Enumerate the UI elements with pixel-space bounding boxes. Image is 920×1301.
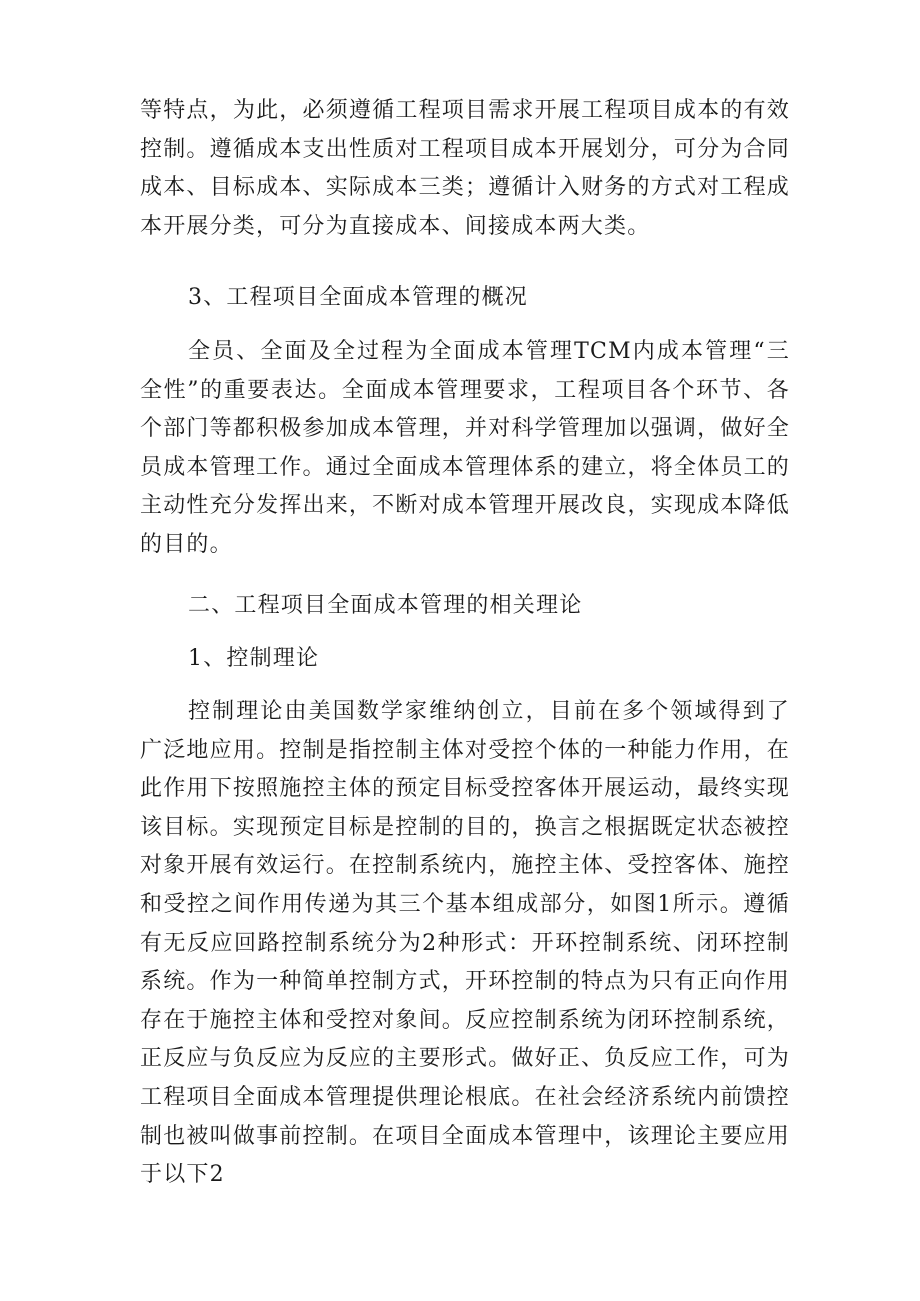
section-heading-3: 3、工程项目全面成本管理的概况	[188, 285, 528, 310]
subsection-heading-control-theory: 1、控制理论	[188, 646, 320, 671]
paragraph-control-theory: 控制理论由美国数学家维纳创立，目前在多个领域得到了广泛地应用。控制是指控制主体对受控个体的一种能力作用，在此作用下按照施控主体的预定目标受控客体开展运动，最终实现该目标。实现预定目标是控制的目的，换言之根据既定状态被控对象开展有效运行。在控制系统内，施控主体、受控客体、施控和受控之间作用传递为其三个基本组成部分，如图1所示。遵循有无反应回路控制系统分为2种形式：开环控制系统、闭环控制系统。作为一种简单控制方式，开环控制的特点为只有正向作用存在于施控主体和受控对象间。反应控制系统为闭环控制系统，正反应与负反应为反应的主要形式。做好正、负反应工作，可为工程项目全面成本管理提供理论根底。在社会经济系统内前馈控制也被叫做事前控制。在项目全面成本管理中，该理论主要应用于以下2	[140, 699, 790, 1188]
paragraph-cost-classification: 等特点，为此，必须遵循工程项目需求开展工程项目成本的有效控制。遵循成本支出性质对工程项目成本开展划分，可分为合同成本、目标成本、实际成本三类；遵循计入财务的方式对工程成本开展分类，可分为直接成本、间接成本两大类。	[140, 98, 790, 239]
part-heading-2: 二、工程项目全面成本管理的相关理论	[188, 593, 583, 618]
paragraph-total-cost-management: 全员、全面及全过程为全面成本管理TCM内成本管理“三全性”的重要表达。全面成本管理要求，工程项目各个环节、各个部门等都积极参加成本管理，并对科学管理加以强调，做好全员成本管理工作。通过全面成本管理体系的建立，将全体员工的主动性充分发挥出来，不断对成本管理开展改良，实现成本降低的目的。	[140, 339, 790, 557]
